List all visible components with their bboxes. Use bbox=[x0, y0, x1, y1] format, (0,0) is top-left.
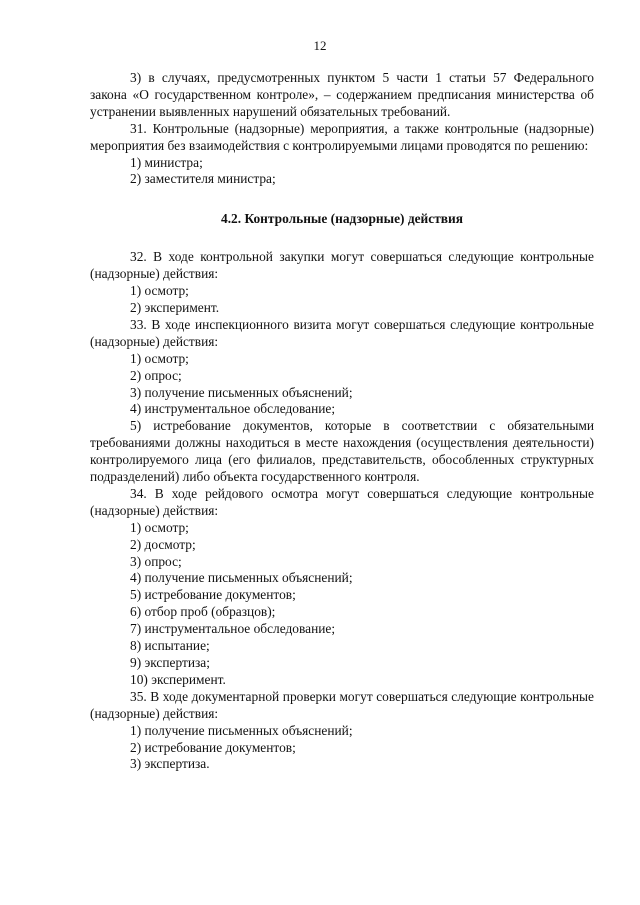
list-item: 2) эксперимент. bbox=[130, 299, 220, 315]
page-number: 12 bbox=[313, 38, 327, 53]
list-item: 8) испытание; bbox=[130, 638, 210, 654]
list-item: 3) экспертиза. bbox=[130, 756, 210, 772]
list-item: 2) истребование документов; bbox=[130, 739, 296, 755]
document-body bbox=[90, 70, 594, 773]
paragraph: 3) в случаях, предусмотренных пунктом 5 части 1 статьи 57 Федерального закона «О государственном контроле», – содержанием предписания министерства об устранении выявленных нарушений обязательных требований. bbox=[90, 70, 594, 119]
list-item: 2) досмотр; bbox=[130, 536, 196, 552]
paragraph: 35. В ходе документарной проверки могут совершаться следующие контрольные (надзорные) действия: bbox=[90, 688, 594, 721]
list-item: 2) заместителя министра; bbox=[130, 171, 276, 187]
paragraph: 34. В ходе рейдового осмотра могут совершаться следующие контрольные (надзорные) действия: bbox=[90, 485, 594, 518]
list-item: 2) опрос; bbox=[130, 367, 182, 383]
paragraph: 5) истребование документов, которые в соответствии с обязательными требованиями должны находиться в месте нахождения (осуществления деятельности) контролируемого лица (его филиалов, представительств, обособленных структурных подразделений) либо объекта государственного контроля. bbox=[90, 418, 594, 485]
list-item: 1) осмотр; bbox=[130, 350, 189, 366]
list-item: 1) получение письменных объяснений; bbox=[130, 722, 353, 738]
paragraph: 32. В ходе контрольной закупки могут совершаться следующие контрольные (надзорные) действия: bbox=[90, 249, 594, 282]
list-item: 9) экспертиза; bbox=[130, 655, 210, 670]
list-item: 1) министра; bbox=[130, 154, 203, 170]
list-item: 4) получение письменных объяснений; bbox=[130, 570, 353, 586]
paragraph: 31. Контрольные (надзорные) мероприятия, а также контрольные (надзорные) мероприятия без взаимодействия с контролируемыми лицами проводятся по решению: bbox=[90, 120, 594, 153]
list-item: 7) инструментальное обследование; bbox=[130, 621, 336, 637]
section-heading: 4.2. Контрольные (надзорные) действия bbox=[221, 211, 463, 227]
list-item: 4) инструментальное обследование; bbox=[130, 401, 336, 417]
list-item: 5) истребование документов; bbox=[130, 587, 296, 603]
list-item: 1) осмотр; bbox=[130, 283, 189, 299]
list-item: 3) получение письменных объяснений; bbox=[130, 384, 353, 400]
list-item: 1) осмотр; bbox=[130, 519, 189, 535]
list-item: 3) опрос; bbox=[130, 553, 182, 569]
paragraph: 33. В ходе инспекционного визита могут совершаться следующие контрольные (надзорные) действия: bbox=[90, 316, 594, 349]
list-item: 10) эксперимент. bbox=[130, 671, 226, 687]
list-item: 6) отбор проб (образцов); bbox=[130, 604, 276, 620]
